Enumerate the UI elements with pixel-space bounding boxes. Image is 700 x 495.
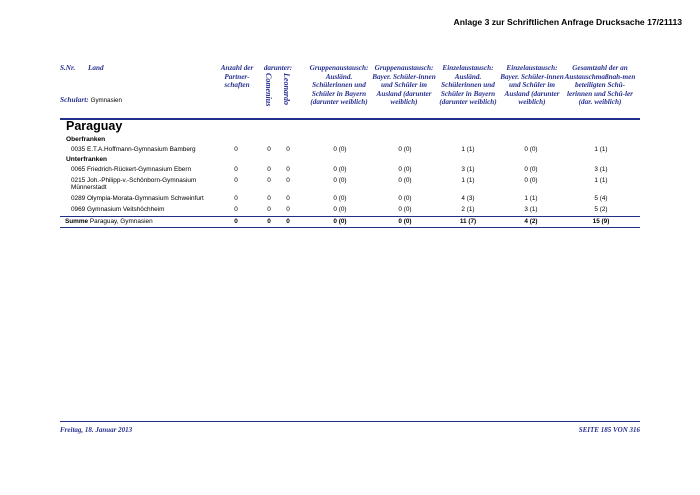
- cell-comenius: 0: [267, 206, 271, 213]
- cell-anzahl: 0: [234, 195, 238, 202]
- cell-grp-bay: 0 (0): [398, 206, 412, 213]
- summary-row: [60, 216, 640, 228]
- country-heading: Paraguay: [66, 119, 123, 133]
- cell-einz-bay: 3 (1): [524, 206, 538, 213]
- cell-anzahl: 0: [234, 177, 238, 184]
- sum-einz-ausl: 11 (7): [459, 218, 477, 225]
- sum-grp-ausl: 0 (0): [333, 218, 347, 225]
- cell-grp-bay: 0 (0): [398, 166, 412, 173]
- cell-leonardo: 0: [286, 166, 290, 173]
- cell-comenius: 0: [267, 146, 271, 153]
- annex-title: Anlage 3 zur Schriftlichen Anfrage Drucksache 17/21113: [453, 17, 682, 27]
- school-name: 0035 E.T.A.Hoffmann-Gymnasium Bamberg: [71, 146, 196, 153]
- cell-comenius: 0: [267, 195, 271, 202]
- summary-name: [65, 218, 215, 225]
- summary-text: Paraguay, Gymnasien: [89, 218, 153, 225]
- cell-leonardo: 0: [286, 195, 290, 202]
- cell-einz-bay: 0 (0): [524, 177, 538, 184]
- cell-comenius: 0: [267, 177, 271, 184]
- header-einz-ausl: Einzelaustausch: Ausländ. Schülerinnen und Schüler in Bayern (darunter weiblich): [439, 64, 497, 107]
- schulart-label: Schulart:: [60, 95, 89, 104]
- cell-anzahl: 0: [234, 146, 238, 153]
- school-name: 0065 Friedrich-Rückert-Gymnasium Ebern: [71, 166, 192, 173]
- cell-anzahl: 0: [234, 166, 238, 173]
- header-grp-bay: Gruppenaustausch: Bayer. Schüler-innen und Schüler im Ausland (darunter weiblich): [372, 64, 436, 107]
- page-footer: [60, 421, 640, 434]
- cell-gesamt: 5 (2): [594, 206, 608, 213]
- sum-leonardo: 0: [286, 218, 290, 225]
- header-darunter: darunter:: [263, 64, 293, 72]
- cell-comenius: 0: [267, 166, 271, 173]
- school-name: 0215 Joh.-Philipp-v.-Schönborn-Gymnasium Münnerstadt: [71, 177, 197, 192]
- cell-grp-ausl: 0 (0): [333, 166, 347, 173]
- cell-einz-ausl: 4 (3): [461, 195, 475, 202]
- header-comenius: Comenius: [264, 73, 273, 107]
- table-row: [60, 177, 640, 192]
- cell-einz-ausl: 3 (1): [461, 166, 475, 173]
- header-anzahl: Anzahl der Partner-schaften: [220, 64, 254, 90]
- table-header: [60, 62, 640, 120]
- cell-grp-ausl: 0 (0): [333, 146, 347, 153]
- header-grp-ausl: Gruppenaustausch: Ausländ. Schülerinnen und Schüler in Bayern (darunter weiblich): [309, 64, 369, 107]
- cell-leonardo: 0: [286, 177, 290, 184]
- cell-einz-ausl: 1 (1): [461, 146, 475, 153]
- sum-comenius: 0: [267, 218, 271, 225]
- cell-gesamt: 5 (4): [594, 195, 608, 202]
- cell-grp-bay: 0 (0): [398, 146, 412, 153]
- cell-leonardo: 0: [286, 206, 290, 213]
- header-land: Land: [88, 64, 104, 72]
- header-einz-bay: Einzelaustausch: Bayer. Schüler-innen und Schüler im Ausland (darunter weiblich): [500, 64, 564, 107]
- region-heading: Unterfranken: [66, 156, 108, 163]
- summary-label: Summe: [65, 218, 89, 225]
- header-gesamt: Gesamtzahl der an Austauschmaßnah-men beteiligten Schü-lerinnen und Schü-ler (dar. weiblich): [564, 64, 636, 107]
- header-leonardo: Leonardo: [282, 73, 291, 105]
- sum-anzahl: 0: [234, 218, 238, 225]
- cell-grp-ausl: 0 (0): [333, 177, 347, 184]
- cell-einz-ausl: 2 (1): [461, 206, 475, 213]
- sum-gesamt: 15 (9): [592, 218, 610, 225]
- school-name: 0969 Gymnasium Veitshöchheim: [71, 206, 165, 213]
- cell-gesamt: 1 (1): [594, 146, 608, 153]
- cell-gesamt: 3 (1): [594, 166, 608, 173]
- cell-grp-ausl: 0 (0): [333, 195, 347, 202]
- cell-einz-bay: 0 (0): [524, 166, 538, 173]
- school-name: 0289 Olympia-Morata-Gymnasium Schweinfurt: [71, 195, 204, 202]
- cell-einz-bay: 0 (0): [524, 146, 538, 153]
- cell-einz-bay: 1 (1): [524, 195, 538, 202]
- table-row: [60, 146, 640, 158]
- cell-grp-bay: 0 (0): [398, 195, 412, 202]
- footer-date: Freitag, 18. Januar 2013: [60, 426, 133, 434]
- header-snr: S.Nr.: [60, 64, 76, 72]
- region-heading: Oberfranken: [66, 136, 106, 143]
- cell-gesamt: 1 (1): [594, 177, 608, 184]
- footer-page-number: SEITE 185 VON 316: [578, 426, 640, 434]
- cell-grp-ausl: 0 (0): [333, 206, 347, 213]
- cell-anzahl: 0: [234, 206, 238, 213]
- schulart-value: Gymnasien: [90, 97, 122, 104]
- cell-einz-ausl: 1 (1): [461, 177, 475, 184]
- header-schulart: [60, 95, 122, 104]
- cell-grp-bay: 0 (0): [398, 177, 412, 184]
- sum-grp-bay: 0 (0): [398, 218, 412, 225]
- cell-leonardo: 0: [286, 146, 290, 153]
- sum-einz-bay: 4 (2): [524, 218, 538, 225]
